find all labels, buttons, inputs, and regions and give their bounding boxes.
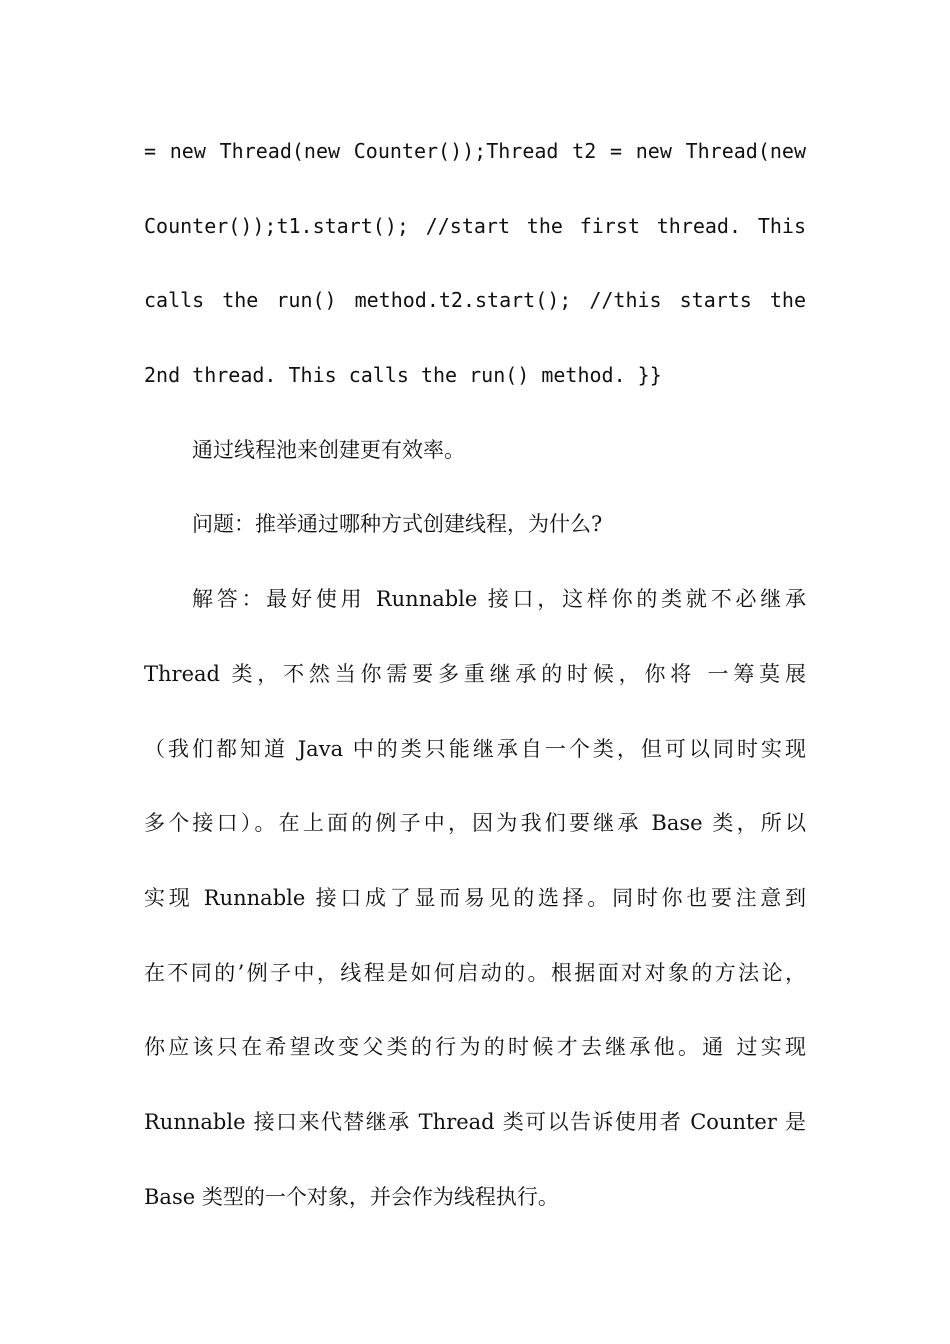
answer-line: （我们都知道 Java 中的类只能继承自一个类，但可以同时实现 [144,736,806,761]
code-line: calls the run() method.t2.start(); //this starts the [144,288,806,313]
answer-line: Base 类型的一个对象，并会作为线程执行。 [144,1184,559,1209]
answer-line: 实现 Runnable 接口成了显而易见的选择。同时你也要注意到 [144,885,806,910]
code-line: = new Thread(new Counter());Thread t2 = new Thread(new [144,139,806,163]
paragraph-question: 问题：推举通过哪种方式创建线程，为什么? [192,512,603,537]
answer-line: 解答：最好使用 Runnable 接口，这样你的类就不必继承 [192,587,806,612]
paragraph-thread-pool: 通过线程池来创建更有效率。 [192,437,465,462]
document-body [144,114,806,1234]
answer-line: Runnable 接口来代替继承 Thread 类可以告诉使用者 Counter 是 [144,1109,806,1134]
code-line: Counter());t1.start(); //start the first thread. This [144,213,806,238]
answer-line: Thread 类，不然当你需要多重继承的时候，你将 一筹莫展 [144,661,806,686]
answer-line: 在不同的’例子中，线程是如何启动的。根据面对对象的方法论， [144,960,806,985]
answer-line: 你应该只在希望改变父类的行为的时候才去继承他。通 过实现 [144,1035,806,1060]
code-line: 2nd thread. This calls the run() method. }} [144,363,662,388]
answer-line: 多个接口）。在上面的例子中，因为我们要继承 Base 类，所以 [144,811,806,836]
